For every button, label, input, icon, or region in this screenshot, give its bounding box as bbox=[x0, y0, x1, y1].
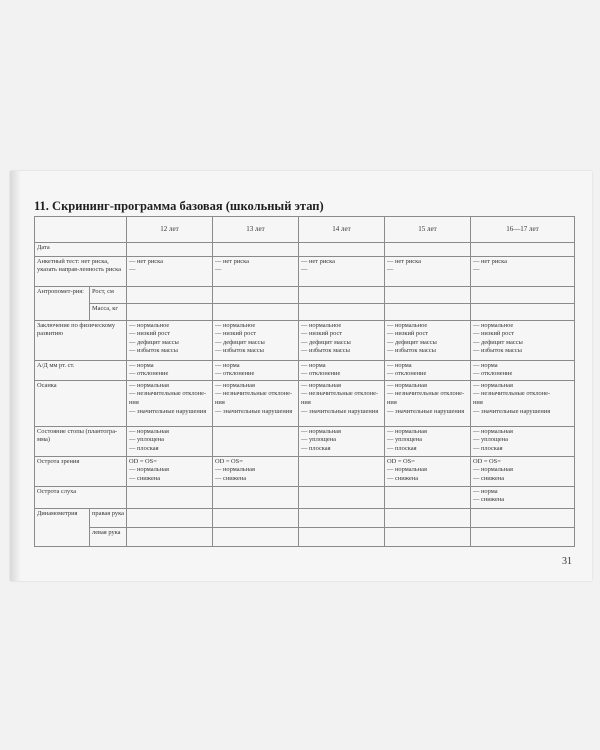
cell-option: — плоская bbox=[387, 444, 417, 452]
cell-option: — bbox=[129, 266, 136, 274]
cell-option: — избыток массы bbox=[129, 347, 178, 355]
cell bbox=[299, 286, 385, 303]
cell-option: — нормальное bbox=[473, 321, 514, 329]
cell bbox=[385, 508, 471, 527]
row-anthropometry-mass bbox=[35, 303, 575, 320]
cell-option: — нет риска bbox=[301, 257, 335, 265]
cell-option: — нормальная bbox=[301, 381, 341, 389]
cell-option: — значительные нарушения bbox=[387, 407, 465, 415]
cell bbox=[213, 242, 299, 256]
cell bbox=[127, 360, 213, 380]
cell bbox=[299, 486, 385, 508]
cell bbox=[385, 486, 471, 508]
cell bbox=[127, 286, 213, 303]
sub-label: Рост, см bbox=[90, 286, 127, 303]
age-header: 16—17 лет bbox=[471, 217, 575, 243]
header-corner bbox=[35, 217, 127, 243]
row-label: Антропомет-рия: bbox=[35, 286, 90, 320]
cell bbox=[127, 426, 213, 456]
cell-option: — отклонение bbox=[387, 370, 427, 378]
cell bbox=[471, 256, 575, 286]
cell bbox=[471, 456, 575, 486]
row-label: Динамометрия bbox=[35, 508, 90, 546]
cell-option: ния bbox=[215, 398, 225, 406]
cell bbox=[299, 320, 385, 360]
age-header: 12 лет bbox=[127, 217, 213, 243]
cell-option: — отклонение bbox=[473, 370, 513, 378]
row-label: А/Д мм рт. ст. bbox=[35, 360, 127, 380]
cell-option: — нормальная bbox=[215, 381, 255, 389]
cell bbox=[471, 242, 575, 256]
cell-option: — bbox=[473, 266, 480, 274]
cell-option: — низкий рост bbox=[215, 330, 257, 338]
cell bbox=[299, 242, 385, 256]
cell-option: — нет риска bbox=[215, 257, 249, 265]
cell-option: — дефицит массы bbox=[301, 338, 351, 346]
cell-option: — избыток массы bbox=[301, 347, 350, 355]
cell-option: OD = OS= bbox=[215, 457, 243, 465]
cell-option: — нормальная bbox=[387, 427, 427, 435]
age-header: 13 лет bbox=[213, 217, 299, 243]
cell-option: — незначительные отклоне- bbox=[215, 390, 293, 398]
cell-option: — снижена bbox=[387, 474, 419, 482]
row-dynamometry-right bbox=[35, 508, 575, 527]
cell bbox=[213, 426, 299, 456]
cell-option: ния bbox=[387, 398, 397, 406]
cell-option: — плоская bbox=[129, 444, 159, 452]
cell-option: — избыток массы bbox=[473, 347, 522, 355]
cell bbox=[385, 380, 471, 426]
cell bbox=[299, 527, 385, 546]
row-physical-development bbox=[35, 320, 575, 360]
cell-option: — низкий рост bbox=[387, 330, 429, 338]
cell bbox=[471, 486, 575, 508]
cell-option: — нормальное bbox=[129, 321, 170, 329]
cell bbox=[213, 527, 299, 546]
cell bbox=[127, 508, 213, 527]
cell bbox=[385, 242, 471, 256]
row-questionnaire bbox=[35, 256, 575, 286]
cell bbox=[471, 303, 575, 320]
cell-option: — низкий рост bbox=[129, 330, 171, 338]
sub-label: левая рука bbox=[90, 527, 127, 546]
sub-label: Масса, кг bbox=[90, 303, 127, 320]
cell-option: — низкий рост bbox=[301, 330, 343, 338]
cell bbox=[213, 456, 299, 486]
row-label: Анкетный тест: нет риска, указать направ-ленность риска bbox=[35, 256, 127, 286]
cell-option: — низкий рост bbox=[473, 330, 515, 338]
cell-option: — уплощена bbox=[473, 436, 509, 444]
cell-option: — дефицит массы bbox=[387, 338, 437, 346]
cell-option: — дефицит массы bbox=[215, 338, 265, 346]
cell-option: — нормальная bbox=[473, 427, 513, 435]
cell-option: — уплощена bbox=[387, 436, 423, 444]
cell bbox=[213, 256, 299, 286]
cell bbox=[471, 286, 575, 303]
row-date bbox=[35, 242, 575, 256]
cell-option: — норма bbox=[215, 361, 240, 369]
cell-option: — снижена bbox=[473, 496, 505, 504]
page-spine bbox=[10, 171, 20, 581]
cell bbox=[385, 320, 471, 360]
cell bbox=[385, 426, 471, 456]
cell-option: — незначительные отклоне- bbox=[301, 390, 379, 398]
row-foot bbox=[35, 426, 575, 456]
cell-option: — нормальная bbox=[387, 381, 427, 389]
cell-option: — нормальное bbox=[301, 321, 342, 329]
cell-option: — нормальная bbox=[129, 466, 169, 474]
cell-option: — норма bbox=[301, 361, 326, 369]
cell-option: — нормальная bbox=[129, 381, 169, 389]
cell-option: — нормальная bbox=[215, 466, 255, 474]
cell bbox=[385, 527, 471, 546]
row-label: Состояние стопы (плантогра-мма) bbox=[35, 426, 127, 456]
cell-option: — нормальная bbox=[129, 427, 169, 435]
cell-option: — норма bbox=[387, 361, 412, 369]
cell bbox=[127, 486, 213, 508]
cell-option: — норма bbox=[473, 487, 498, 495]
row-posture bbox=[35, 380, 575, 426]
row-label: Осанка bbox=[35, 380, 127, 426]
cell bbox=[127, 242, 213, 256]
row-label: Дата bbox=[35, 242, 127, 256]
cell bbox=[213, 360, 299, 380]
sub-label: правая рука bbox=[90, 508, 127, 527]
cell-option: — нормальное bbox=[215, 321, 256, 329]
cell-option: — дефицит массы bbox=[473, 338, 523, 346]
row-label: Острота зрения bbox=[35, 456, 127, 486]
cell bbox=[127, 256, 213, 286]
cell-option: OD = OS= bbox=[387, 457, 415, 465]
cell bbox=[127, 303, 213, 320]
cell-option: — отклонение bbox=[215, 370, 255, 378]
header-row bbox=[35, 217, 575, 243]
cell-option: ния bbox=[473, 398, 483, 406]
cell bbox=[385, 303, 471, 320]
cell-option: — плоская bbox=[473, 444, 503, 452]
cell-option: — нет риска bbox=[387, 257, 421, 265]
row-vision bbox=[35, 456, 575, 486]
cell-option: — bbox=[215, 266, 222, 274]
cell-option: — избыток массы bbox=[215, 347, 264, 355]
cell-option: — нормальная bbox=[473, 381, 513, 389]
cell-option: — bbox=[387, 266, 394, 274]
cell-option: — уплощена bbox=[301, 436, 337, 444]
cell-option: — значительные нарушения bbox=[473, 407, 551, 415]
cell bbox=[127, 456, 213, 486]
cell bbox=[299, 256, 385, 286]
cell bbox=[213, 286, 299, 303]
cell-option: — нет риска bbox=[473, 257, 507, 265]
cell-option: — нормальная bbox=[387, 466, 427, 474]
cell-option: OD = OS= bbox=[129, 457, 157, 465]
cell bbox=[385, 456, 471, 486]
cell-option: — уплощена bbox=[129, 436, 165, 444]
cell bbox=[213, 486, 299, 508]
cell-option: — нет риска bbox=[129, 257, 163, 265]
cell-option: — снижена bbox=[215, 474, 247, 482]
cell-option: — нормальная bbox=[301, 427, 341, 435]
cell-option: — норма bbox=[129, 361, 154, 369]
cell bbox=[127, 380, 213, 426]
cell bbox=[299, 360, 385, 380]
cell bbox=[385, 256, 471, 286]
cell bbox=[127, 320, 213, 360]
cell bbox=[471, 426, 575, 456]
cell bbox=[299, 456, 385, 486]
cell-option: — норма bbox=[473, 361, 498, 369]
cell-option: — дефицит массы bbox=[129, 338, 179, 346]
row-blood-pressure bbox=[35, 360, 575, 380]
cell bbox=[471, 508, 575, 527]
cell-option: — нормальная bbox=[473, 466, 513, 474]
age-header: 15 лет bbox=[385, 217, 471, 243]
screening-table bbox=[34, 216, 575, 547]
cell bbox=[299, 508, 385, 527]
cell-option: ния bbox=[301, 398, 311, 406]
cell-option: — нормальное bbox=[387, 321, 428, 329]
cell-option: — плоская bbox=[301, 444, 331, 452]
cell bbox=[471, 320, 575, 360]
cell-option: ния bbox=[129, 398, 139, 406]
cell-option: — незначительные отклоне- bbox=[129, 390, 207, 398]
cell-option: — значительные нарушения bbox=[129, 407, 207, 415]
cell-option: — избыток массы bbox=[387, 347, 436, 355]
cell bbox=[213, 380, 299, 426]
cell bbox=[471, 360, 575, 380]
cell-option: — незначительные отклоне- bbox=[473, 390, 551, 398]
cell bbox=[471, 380, 575, 426]
row-hearing bbox=[35, 486, 575, 508]
row-anthropometry-height bbox=[35, 286, 575, 303]
cell-option: OD = OS= bbox=[473, 457, 501, 465]
age-header: 14 лет bbox=[299, 217, 385, 243]
cell bbox=[213, 508, 299, 527]
cell bbox=[385, 286, 471, 303]
page-title: 11. Скрининг-программа базовая (школьный этап) bbox=[34, 199, 324, 213]
book-page bbox=[10, 171, 592, 581]
cell bbox=[127, 527, 213, 546]
cell bbox=[213, 320, 299, 360]
row-dynamometry-left bbox=[35, 527, 575, 546]
cell-option: — отклонение bbox=[301, 370, 341, 378]
cell-option: — незначительные отклоне- bbox=[387, 390, 465, 398]
cell-option: — отклонение bbox=[129, 370, 169, 378]
cell bbox=[213, 303, 299, 320]
cell-option: — bbox=[301, 266, 308, 274]
cell-option: — значительные нарушения bbox=[301, 407, 379, 415]
page-number: 31 bbox=[562, 556, 572, 567]
cell-option: — значительные нарушения bbox=[215, 407, 293, 415]
row-label: Острота слуха bbox=[35, 486, 127, 508]
row-label: Заключение по физическому развитию bbox=[35, 320, 127, 360]
cell bbox=[471, 527, 575, 546]
cell bbox=[299, 380, 385, 426]
cell bbox=[299, 426, 385, 456]
cell bbox=[299, 303, 385, 320]
cell-option: — снижена bbox=[129, 474, 161, 482]
cell bbox=[385, 360, 471, 380]
cell-option: — снижена bbox=[473, 474, 505, 482]
